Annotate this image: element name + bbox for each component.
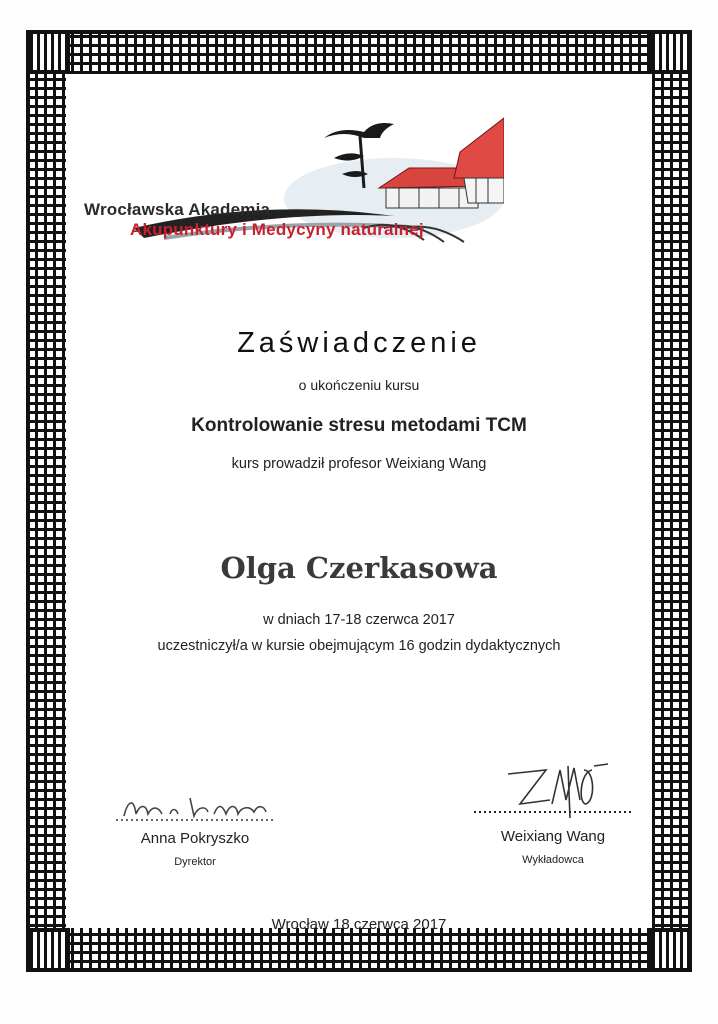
lecturer-name: Weixiang Wang xyxy=(500,828,606,845)
border-corner-tl xyxy=(26,30,70,74)
lecturer-signature-icon xyxy=(468,760,638,822)
border-bottom xyxy=(26,928,692,972)
border-corner-bl xyxy=(26,928,70,972)
border-outer-top xyxy=(26,30,692,34)
lecturer-line: kurs prowadził profesor Weixiang Wang xyxy=(231,456,487,472)
certificate-subtitle: o ukończeniu kursu xyxy=(298,377,420,393)
director-name: Anna Pokryszko xyxy=(140,830,250,847)
border-left xyxy=(26,30,66,972)
director-role: Dyrektor xyxy=(174,856,216,868)
certificate-title: Zaświadczenie xyxy=(237,327,481,359)
border-outer-left xyxy=(26,30,30,972)
signature-director xyxy=(110,790,280,868)
border-outer-right xyxy=(688,30,692,972)
border-top xyxy=(26,30,692,74)
participant-name: Olga Czerkasowa xyxy=(220,551,498,585)
participation-statement: uczestniczył/a w kursie obejmującym 16 godzin dydaktycznych xyxy=(157,638,561,654)
director-signature-icon xyxy=(110,790,280,824)
course-title: Kontrolowanie stresu metodami TCM xyxy=(191,415,527,436)
place-and-date: Wrocław 18 czerwca 2017 xyxy=(271,916,447,933)
border-right xyxy=(652,30,692,972)
signature-lecturer xyxy=(468,760,638,866)
lecturer-role: Wykładowca xyxy=(522,854,584,866)
course-dates: w dniach 17-18 czerwca 2017 xyxy=(263,612,455,628)
academy-name-line2: Akupunktury i Medycyny naturalnej xyxy=(130,220,424,239)
academy-logo xyxy=(64,78,504,248)
academy-name-line1: Wrocławska Akademia xyxy=(84,200,271,219)
border-corner-br xyxy=(648,928,692,972)
border-corner-tr xyxy=(648,30,692,74)
border-outer-bottom xyxy=(26,968,692,972)
